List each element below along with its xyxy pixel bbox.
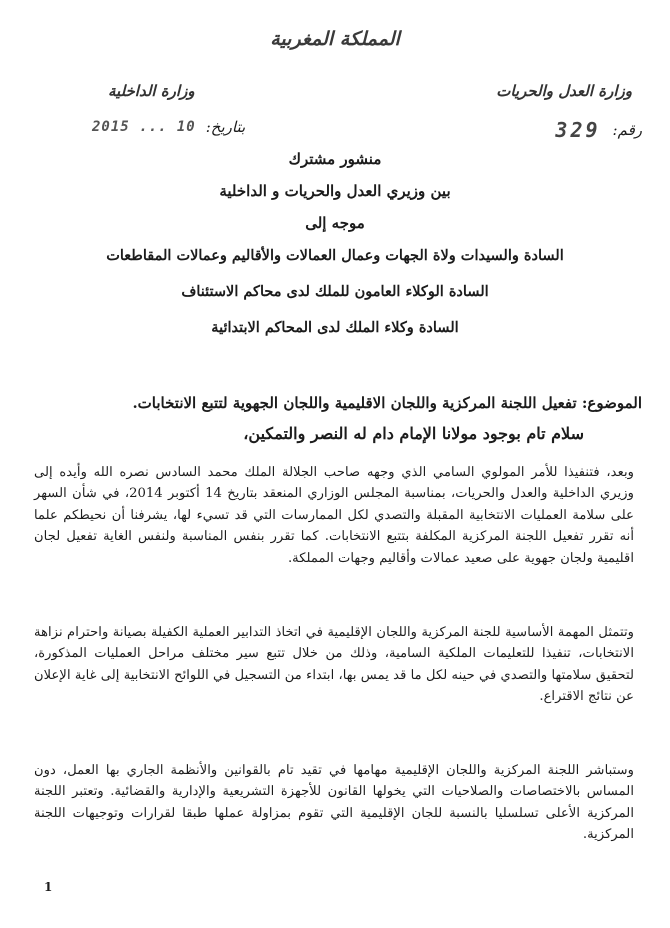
date-line: [92, 118, 245, 136]
ministry-justice-header: وزارة العدل والحريات: [496, 82, 632, 100]
date-label: بتاريخ:: [205, 118, 246, 136]
addressed-to-line: موجه إلى: [305, 214, 365, 232]
page-number: 1: [44, 880, 53, 894]
ministers-line: بين وزيري العدل والحريات و الداخلية: [219, 182, 451, 200]
reference-number-label: رقم:: [612, 121, 642, 139]
recipient-line: السادة الوكلاء العامون للملك لدى محاكم الاستئناف: [181, 283, 489, 300]
reference-number-value: 329: [555, 118, 601, 142]
recipient-line: السادة والسيدات ولاة الجهات وعمال العمالات والأقاليم وعمالات المقاطعات: [106, 247, 564, 264]
ministry-interior-header: وزارة الداخلية: [108, 82, 195, 100]
body-paragraph: وتتمثل المهمة الأساسية للجنة المركزية واللجان الإقليمية في اتخاذ التدابير العملية الكفيلة بصيانة واحترام نزاهة الانتخابات، تنفيذا للتعليمات الملكية السامية، وذلك من خلال تتبع سير مختلف مراحل العمليات المذكورة، لتحقيق سلامتها والتصدي في حينه لكل ما قد يمس بها، ابتداء من التسجيل في اللوائح الانتخابية إلى غاية الإعلان عن نتائج الاقتراع.: [34, 625, 634, 705]
greeting-line: سلام تام بوجود مولانا الإمام دام له النصر والتمكين،: [243, 424, 584, 443]
body-paragraph: وبعد، فتنفيذا للأمر المولوي السامي الذي وجهه صاحب الجلالة الملك محمد السادس نصره الله وأيده إلى وزيري الداخلية والعدل والحريات، بمناسبة المجلس الوزاري المنعقد بتاريخ 14 أكتوبر 2014، في شأن السهر على سلامة العمليات الانتخابية المقبلة والتصدي لكل الممارسات التي قد تسيء لها، يشرفنا أن نحيطكم علما أنه تقرر تفعيل اللجنة المركزية المكلفة بتتبع الانتخابات. كما تقرر بنفس المناسبة ولنفس الغاية تفعيل لجان اقليمية ولجان جهوية على صعيد عمالات وأقاليم وجهات المملكة.: [34, 465, 634, 566]
subject-line: الموضوع: تفعيل اللجنة المركزية واللجان الاقليمية واللجان الجهوية لتتبع الانتخابات.: [132, 394, 642, 412]
date-stamp-value: 2015 ... 10: [92, 119, 196, 135]
body-paragraph: وستباشر اللجنة المركزية واللجان الإقليمية مهامها في تقيد تام بالقوانين والأنظمة الجاري بها العمل، دون المساس بالاختصاصات والصلاحيات التي يخولها القانون للأجهزة التشريعية والإدارية والقضائية. وتعتبر اللجنة المركزية الأعلى تسلسليا بالنسبة للجان الإقليمية التي تقوم بمزاولة عملها طبقا لقرارات وتوجيهات اللجنة المركزية.: [34, 763, 634, 843]
reference-number-line: [555, 118, 642, 142]
kingdom-header: المملكة المغربية: [270, 28, 400, 50]
recipient-line: السادة وكلاء الملك لدى المحاكم الابتدائية: [211, 319, 459, 336]
circular-title: منشور مشترك: [288, 150, 382, 168]
